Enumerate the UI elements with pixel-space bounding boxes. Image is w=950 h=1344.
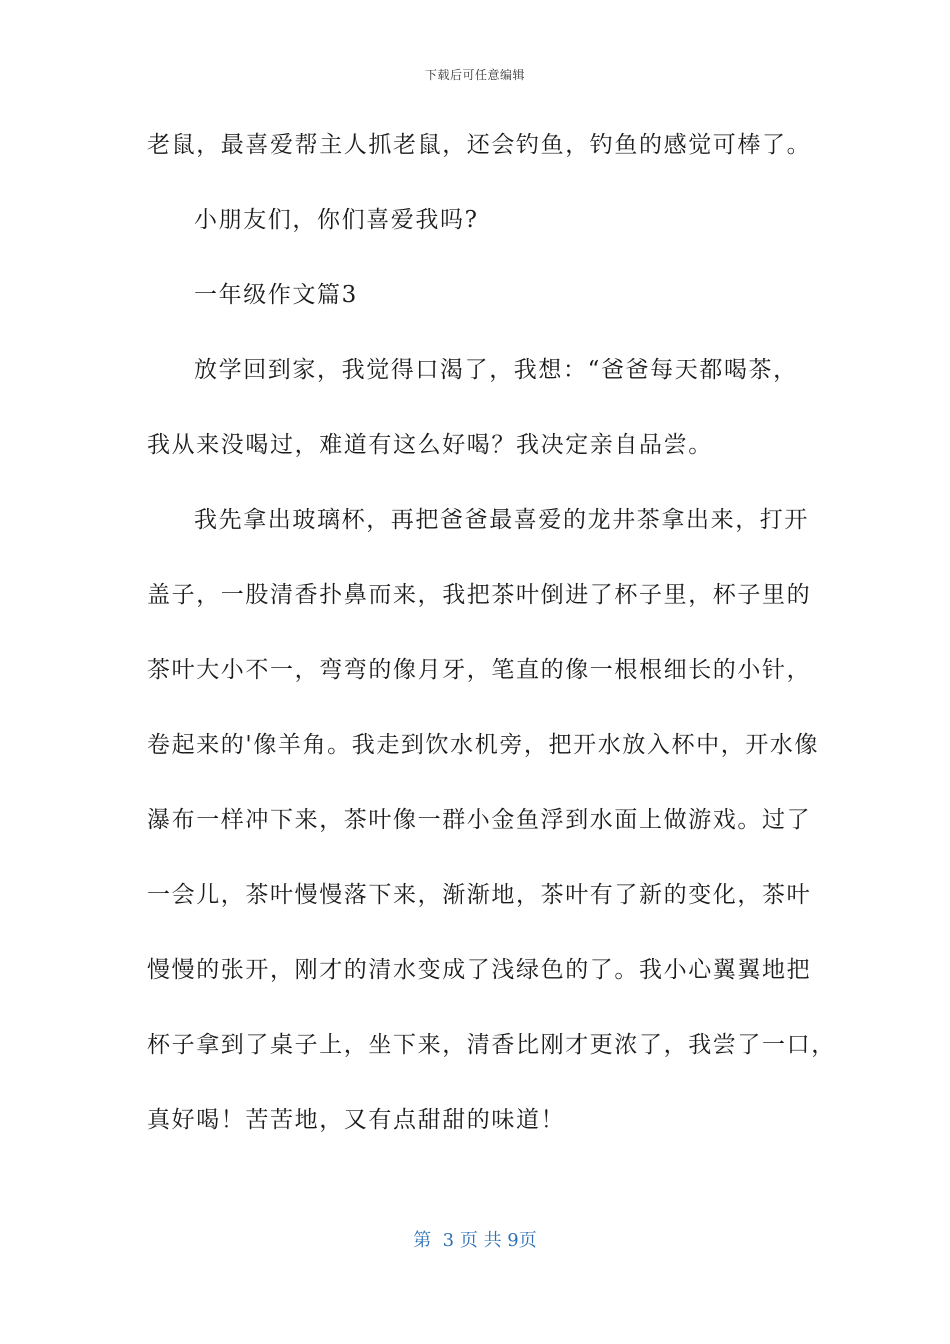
- text-line: 老鼠，最喜爱帮主人抓老鼠，还会钓鱼，钓鱼的感觉可棒了。: [147, 132, 812, 158]
- text-line: 我先拿出玻璃杯，再把爸爸最喜爱的龙井茶拿出来，打开: [194, 507, 809, 533]
- text-line: 放学回到家，我觉得口渴了，我想：“爸爸每天都喝茶，: [194, 357, 798, 383]
- text-line: 一会儿，茶叶慢慢落下来，渐渐地，茶叶有了新的变化，茶叶: [147, 882, 812, 908]
- text-line: 小朋友们，你们喜爱我吗?: [194, 207, 479, 233]
- page-number-footer: 第 3 页 共 9页: [413, 1230, 537, 1251]
- section-heading: 一年级作文篇3: [194, 282, 358, 308]
- text-line: 真好喝！苦苦地，又有点甜甜的味道！: [147, 1107, 566, 1133]
- document-body: [147, 120, 836, 1170]
- text-line: 茶叶大小不一，弯弯的像月牙，笔直的像一根根细长的小针，: [147, 657, 812, 683]
- text-line: 瀑布一样冲下来，茶叶像一群小金鱼浮到水面上做游戏。过了: [147, 807, 812, 833]
- text-line: 杯子拿到了桌子上，坐下来，清香比刚才更浓了，我尝了一口，: [147, 1032, 836, 1058]
- text-line: 卷起来的'像羊角。我走到饮水机旁，把开水放入杯中，开水像: [147, 732, 820, 758]
- page-header-note: 下载后可任意编辑: [424, 68, 525, 82]
- text-line: 盖子，一股清香扑鼻而来，我把茶叶倒进了杯子里，杯子里的: [147, 582, 812, 608]
- text-line: 我从来没喝过，难道有这么好喝？我决定亲自品尝。: [147, 432, 713, 458]
- text-line: 慢慢的张开，刚才的清水变成了浅绿色的了。我小心翼翼地把: [147, 957, 812, 983]
